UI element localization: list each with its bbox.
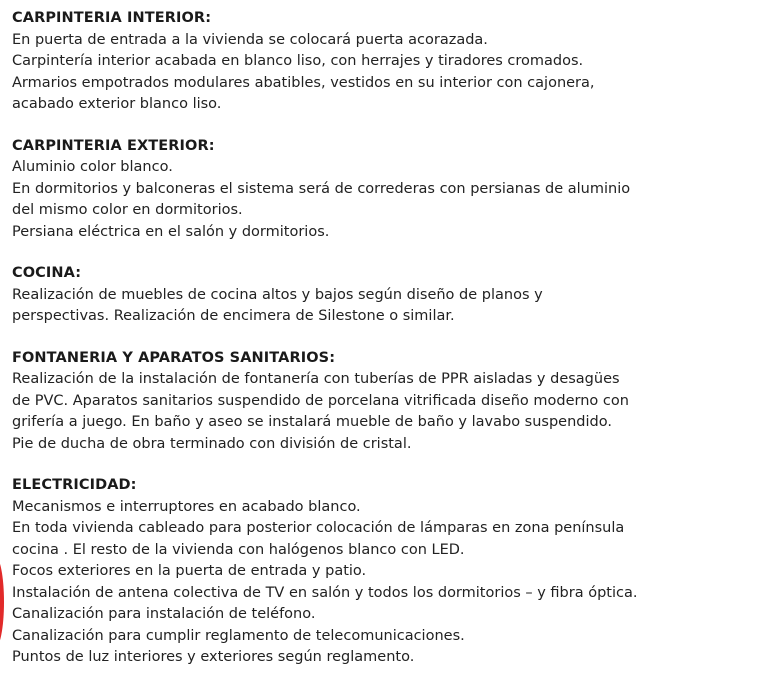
- section-line: del mismo color en dormitorios.: [12, 202, 243, 218]
- section-line: Armarios empotrados modulares abatibles, vestidos en su interior con cajonera,: [12, 74, 595, 91]
- section-line: Focos exteriores en la puerta de entrada y patio.: [12, 563, 367, 579]
- section-line: grifería a juego. En baño y aseo se instalará mueble de baño y lavabo suspendido.: [12, 414, 612, 430]
- section-heading: CARPINTERIA EXTERIOR:: [12, 137, 215, 154]
- section-line: Realización de la instalación de fontanería con tuberías de PPR aisladas y desagües: [12, 371, 620, 387]
- section-line: de PVC. Aparatos sanitarios suspendido de porcelana vitrificada diseño moderno con: [12, 392, 629, 409]
- section-line: En dormitorios y balconeras el sistema será de correderas con persianas de aluminio: [12, 180, 631, 197]
- section-fontaneria: [12, 348, 752, 456]
- section-line: Carpintería interior acabada en blanco liso, con herrajes y tiradores cromados.: [12, 53, 584, 69]
- section-line: En toda vivienda cableado para posterior colocación de lámparas en zona península: [12, 520, 625, 536]
- section-carpinteria-exterior: [12, 136, 752, 244]
- section-line: Canalización para instalación de teléfono.: [12, 606, 316, 622]
- section-heading: FONTANERIA Y APARATOS SANITARIOS:: [12, 349, 336, 366]
- document-body: [12, 8, 752, 689]
- section-line: Pie de ducha de obra terminado con división de cristal.: [12, 435, 412, 452]
- section-line: cocina . El resto de la vivienda con halógenos blanco con LED.: [12, 541, 465, 558]
- section-line: Aluminio color blanco.: [12, 159, 173, 175]
- section-line: Realización de muebles de cocina altos y bajos según diseño de planos y: [12, 286, 543, 303]
- section-electricidad: [12, 475, 752, 669]
- section-line: Mecanismos e interruptores en acabado blanco.: [12, 498, 361, 515]
- section-heading: CARPINTERIA INTERIOR:: [12, 10, 212, 26]
- section-heading: ELECTRICIDAD:: [12, 477, 137, 493]
- section-cocina: [12, 263, 752, 328]
- section-line: En puerta de entrada a la vivienda se colocará puerta acorazada.: [12, 31, 488, 48]
- section-line: Puntos de luz interiores y exteriores según reglamento.: [12, 649, 415, 665]
- section-line: Canalización para cumplir reglamento de telecomunicaciones.: [12, 627, 465, 644]
- section-line: Persiana eléctrica en el salón y dormitorios.: [12, 223, 330, 240]
- section-line: acabado exterior blanco liso.: [12, 96, 222, 112]
- section-heading: COCINA:: [12, 265, 82, 281]
- red-edge-decoration: [0, 556, 4, 648]
- section-line: Instalación de antena colectiva de TV en salón y todos los dormitorios – y fibra óptica.: [12, 584, 638, 601]
- section-carpinteria-interior: [12, 8, 752, 116]
- section-line: perspectivas. Realización de encimera de Silestone o similar.: [12, 308, 455, 324]
